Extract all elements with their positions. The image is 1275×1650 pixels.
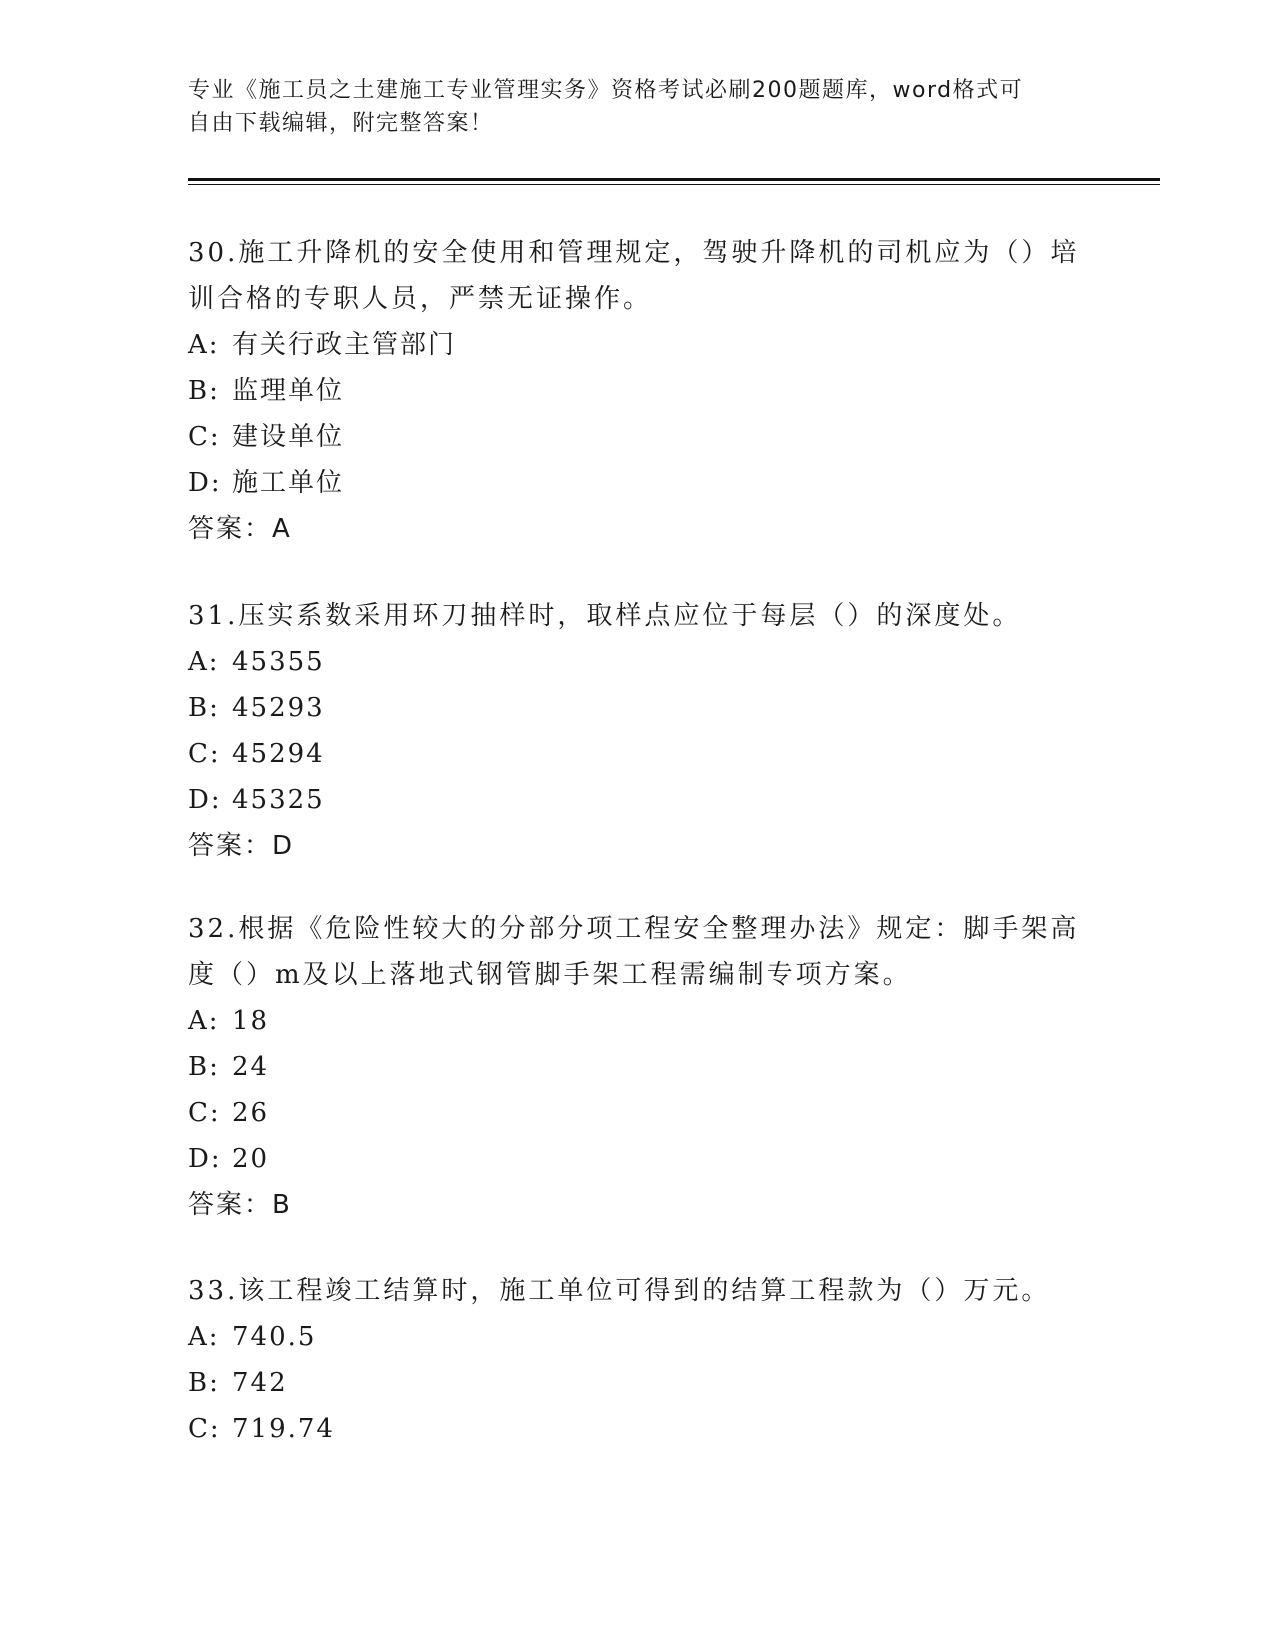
option-c [188,414,1088,460]
document-header [188,74,1068,140]
option-letter: D: [188,1144,222,1174]
option-b [188,1360,1088,1406]
option-text: 建设单位 [232,422,345,452]
option-c [188,1406,1088,1452]
option-text: 监理单位 [232,376,345,406]
option-letter: D: [188,785,222,815]
option-text: 45294 [232,739,325,769]
header-line-2: 自由下载编辑，附完整答案！ [188,111,494,136]
option-b [188,368,1088,414]
option-text: 45355 [232,647,325,677]
header-divider-thick [188,178,1160,181]
option-letter: A: [188,647,220,677]
question-stem-line-1: 33.该工程竣工结算时，施工单位可得到的结算工程款为（）万元。 [188,1276,1051,1306]
question-31 [188,593,1088,869]
header-divider-thin [188,184,1160,185]
option-text: 26 [232,1098,270,1128]
option-d [188,777,1088,823]
question-33 [188,1268,1088,1452]
option-d [188,1136,1088,1182]
header-line-1: 专业《施工员之土建施工专业管理实务》资格考试必刷200题题库，word格式可 [188,78,1024,103]
option-text: 719.74 [232,1414,335,1444]
option-text: 有关行政主管部门 [232,330,457,360]
option-text: 施工单位 [232,468,345,498]
option-text: 742 [232,1368,288,1398]
option-text: 45325 [232,785,325,815]
option-letter: C: [188,1414,221,1444]
option-letter: C: [188,1098,221,1128]
question-stem-line-2: 训合格的专职人员，严禁无证操作。 [188,284,653,314]
question-32 [188,906,1088,1228]
option-b [188,1044,1088,1090]
option-letter: A: [188,330,220,360]
answer-line: 答案：A [188,514,292,544]
answer-line: 答案：D [188,831,295,861]
question-30 [188,230,1088,552]
option-text: 740.5 [232,1322,317,1352]
option-text: 45293 [232,693,325,723]
option-letter: D: [188,468,222,498]
option-letter: C: [188,739,221,769]
answer-line: 答案：B [188,1190,292,1220]
option-letter: B: [188,693,220,723]
option-d [188,460,1088,506]
option-c [188,1090,1088,1136]
option-a [188,639,1088,685]
option-letter: A: [188,1322,220,1352]
option-text: 24 [232,1052,270,1082]
option-letter: B: [188,1368,220,1398]
question-stem-line-1: 31.压实系数采用环刀抽样时，取样点应位于每层（）的深度处。 [188,601,1022,631]
option-letter: A: [188,1006,220,1036]
option-a [188,998,1088,1044]
option-c [188,731,1088,777]
option-letter: B: [188,376,220,406]
option-a [188,1314,1088,1360]
question-stem-line-1: 30.施工升降机的安全使用和管理规定，驾驶升降机的司机应为（）培 [188,238,1080,268]
question-stem-line-1: 32.根据《危险性较大的分部分项工程安全整理办法》规定：脚手架高 [188,914,1080,944]
option-a [188,322,1088,368]
option-b [188,685,1088,731]
option-letter: C: [188,422,221,452]
option-letter: B: [188,1052,220,1082]
option-text: 20 [232,1144,270,1174]
option-text: 18 [232,1006,270,1036]
question-stem-line-2: 度（）m及以上落地式钢管脚手架工程需编制专项方案。 [188,960,912,990]
